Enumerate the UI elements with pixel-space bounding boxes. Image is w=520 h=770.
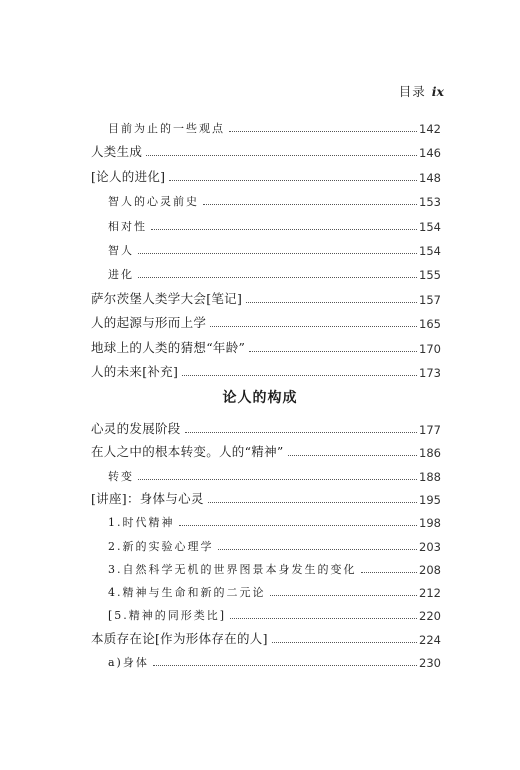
toc-entry[interactable] [91, 165, 441, 185]
toc-entry[interactable] [91, 189, 441, 209]
toc-entry-title: 萨尔茨堡人类学大会[笔记] [91, 290, 243, 306]
toc-entry-page-number: 153 [419, 195, 441, 210]
dot-leader [169, 179, 417, 181]
toc-entry[interactable] [91, 510, 441, 530]
toc-entry-page-number: 198 [419, 516, 441, 531]
toc-entry-page-number: 170 [419, 341, 441, 356]
dot-leader [361, 571, 418, 573]
toc-entry[interactable] [91, 360, 441, 380]
toc-entry-page-number: 157 [419, 292, 441, 307]
toc-entry[interactable] [91, 262, 441, 282]
dot-leader [153, 664, 417, 666]
toc-entry-page-number: 186 [419, 446, 441, 461]
toc-entry-title: 2.新的实验心理学 [108, 539, 214, 553]
dot-leader [230, 617, 417, 619]
dot-leader [182, 374, 417, 376]
toc-entry-title: 智人的心灵前史 [108, 195, 199, 209]
toc-entry-title: 心灵的发展阶段 [91, 421, 181, 436]
dot-leader [249, 350, 417, 352]
toc-entry[interactable] [91, 650, 441, 670]
dot-leader [246, 301, 417, 303]
toc-entry[interactable] [91, 311, 441, 331]
toc-entry-page-number: 146 [419, 146, 441, 161]
toc-entry-title: 本质存在论[作为形体存在的人] [91, 630, 268, 646]
toc-entry-title: 地球上的人类的猜想“年龄” [91, 339, 246, 355]
toc-entry-title: 智人 [108, 244, 134, 257]
toc-entry[interactable] [91, 464, 441, 484]
toc-entry-page-number: 220 [419, 609, 441, 624]
toc-entry[interactable] [91, 580, 441, 600]
toc-entry-title: 人的起源与形而上学 [91, 315, 207, 331]
toc-entry-title: 目前为止的一些观点 [108, 122, 225, 135]
toc-entry-title: [论人的进化] [91, 168, 166, 184]
toc-entry[interactable] [91, 440, 441, 460]
dot-leader [138, 276, 417, 278]
toc-entry[interactable] [91, 238, 441, 258]
toc-entry-title: 3.自然科学无机的世界图景本身发生的变化 [108, 562, 357, 576]
toc-entry[interactable] [91, 627, 441, 647]
dot-leader [146, 154, 417, 156]
toc-entry-page-number: 173 [419, 366, 441, 380]
toc-entry[interactable] [91, 534, 441, 554]
dot-leader [179, 524, 418, 526]
toc-entry-title: 4.精神与生命和新的二元论 [108, 586, 266, 600]
running-head-label: 目录 [398, 84, 426, 99]
toc-entry-page-number: 188 [419, 469, 441, 484]
toc-entry-page-number: 230 [419, 656, 441, 670]
dot-leader [272, 641, 417, 643]
dot-leader [138, 478, 417, 480]
toc-entry-title: 转变 [108, 469, 134, 483]
toc-entry-page-number: 155 [419, 268, 441, 283]
toc-entry[interactable] [91, 417, 441, 437]
toc-entry-page-number: 148 [419, 170, 441, 185]
dot-leader [138, 252, 417, 254]
toc-entry[interactable] [91, 214, 441, 234]
toc-entry-page-number: 224 [419, 632, 441, 647]
toc-entry-title: 人的未来[补充] [91, 364, 179, 379]
toc-entry-title: 相对性 [108, 219, 147, 233]
toc-entry-page-number: 154 [419, 244, 441, 258]
toc-entry-page-number: 177 [419, 423, 441, 437]
toc-entry-title: 在人之中的根本转变。人的“精神” [91, 444, 284, 460]
toc-entry-page-number: 142 [419, 122, 441, 136]
toc-entry[interactable] [91, 287, 441, 307]
dot-leader [185, 431, 417, 433]
toc-entry-page-number: 165 [419, 317, 441, 332]
dot-leader [229, 130, 417, 132]
toc-entry-page-number: 203 [419, 539, 441, 554]
dot-leader [218, 548, 418, 550]
toc-entry-title: 人类生成 [91, 144, 143, 160]
dot-leader [210, 325, 417, 327]
toc-entry-title: a)身体 [108, 656, 149, 669]
toc-entry[interactable] [91, 603, 441, 623]
toc-entry-title: [讲座]：身体与心灵 [91, 490, 204, 506]
toc-entry-title: 进化 [108, 268, 134, 282]
toc-entry-page-number: 212 [419, 586, 441, 601]
toc-entry[interactable] [91, 557, 441, 577]
toc-entry-title: 1.时代精神 [108, 516, 175, 530]
dot-leader [208, 501, 417, 503]
dot-leader [203, 203, 417, 205]
section-heading: 论人的构成 [222, 390, 298, 406]
dot-leader [288, 454, 417, 456]
toc-entry-page-number: 208 [419, 562, 441, 577]
toc-entry[interactable] [91, 336, 441, 356]
toc-entry-page-number: 154 [419, 219, 441, 234]
dot-leader [151, 228, 417, 230]
running-head-page-number: ix [431, 84, 444, 99]
toc-entry-title: [5.精神的同形类比] [108, 609, 227, 623]
toc-entry[interactable] [91, 140, 441, 160]
running-head [399, 82, 444, 100]
dot-leader [270, 594, 418, 596]
toc-entry[interactable] [91, 487, 441, 507]
toc-entry[interactable] [91, 116, 441, 136]
toc-entry-page-number: 195 [419, 492, 441, 507]
